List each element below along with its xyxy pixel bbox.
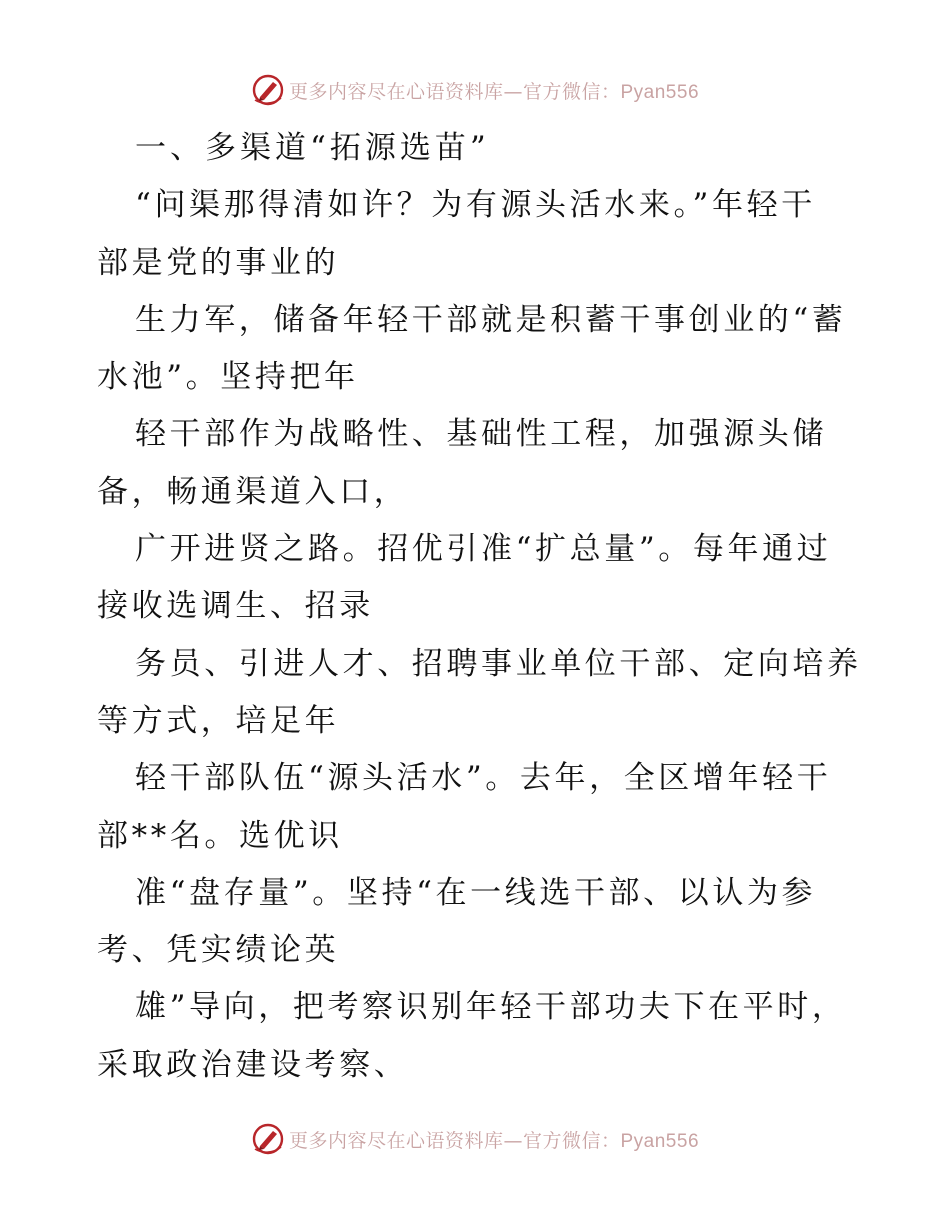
text-line: 广开进贤之路。招优引准“扩总量”。每年通过 [135,531,832,568]
text-line: 水池”。坚持把年 [97,359,359,396]
text-line: 雄”导向，把考察识别年轻干部功夫下在平时， [135,989,847,1026]
section-heading: 一、多渠道“拓源选苗” [135,130,490,166]
footer-watermark-banner [0,1119,950,1159]
header-watermark-text: 更多内容尽在心语资料库—官方微信：Pyan556 [288,80,700,103]
text-line: 生力军，储备年轻干部就是积蓄干事创业的“蓄 [135,301,847,338]
text-line: 部**名。选优识 [97,817,343,854]
text-line: 备，畅通渠道入口， [97,473,409,510]
header-watermark-banner [0,70,950,110]
text-line: 准“盘存量”。坚持“在一线选干部、以认为参 [135,874,817,911]
text-line: 考、凭实绩论英 [97,932,340,969]
footer-watermark-id: Pyan556 [620,1130,700,1152]
text-line: 轻干部作为战略性、基础性工程，加强源头储 [135,416,827,453]
text-line: 等方式，培足年 [97,702,340,739]
pen-logo-icon [251,73,285,107]
footer-watermark-text: 更多内容尽在心语资料库—官方微信：Pyan556 [288,1129,700,1152]
text-line: 部是党的事业的 [97,244,340,281]
text-line: 轻干部队伍“源头活水”。去年，全区增年轻干 [135,760,832,797]
text-line: 采取政治建设考察、 [97,1046,409,1083]
document-body [97,120,862,1094]
text-line: “问渠那得清如许？为有源头活水来。”年轻干 [135,187,816,224]
pen-logo-icon [251,1122,285,1156]
header-watermark-id: Pyan556 [620,81,700,103]
text-line: 接收选调生、招录 [97,588,374,625]
text-line: 务员、引进人才、招聘事业单位干部、定向培养 [135,645,862,682]
